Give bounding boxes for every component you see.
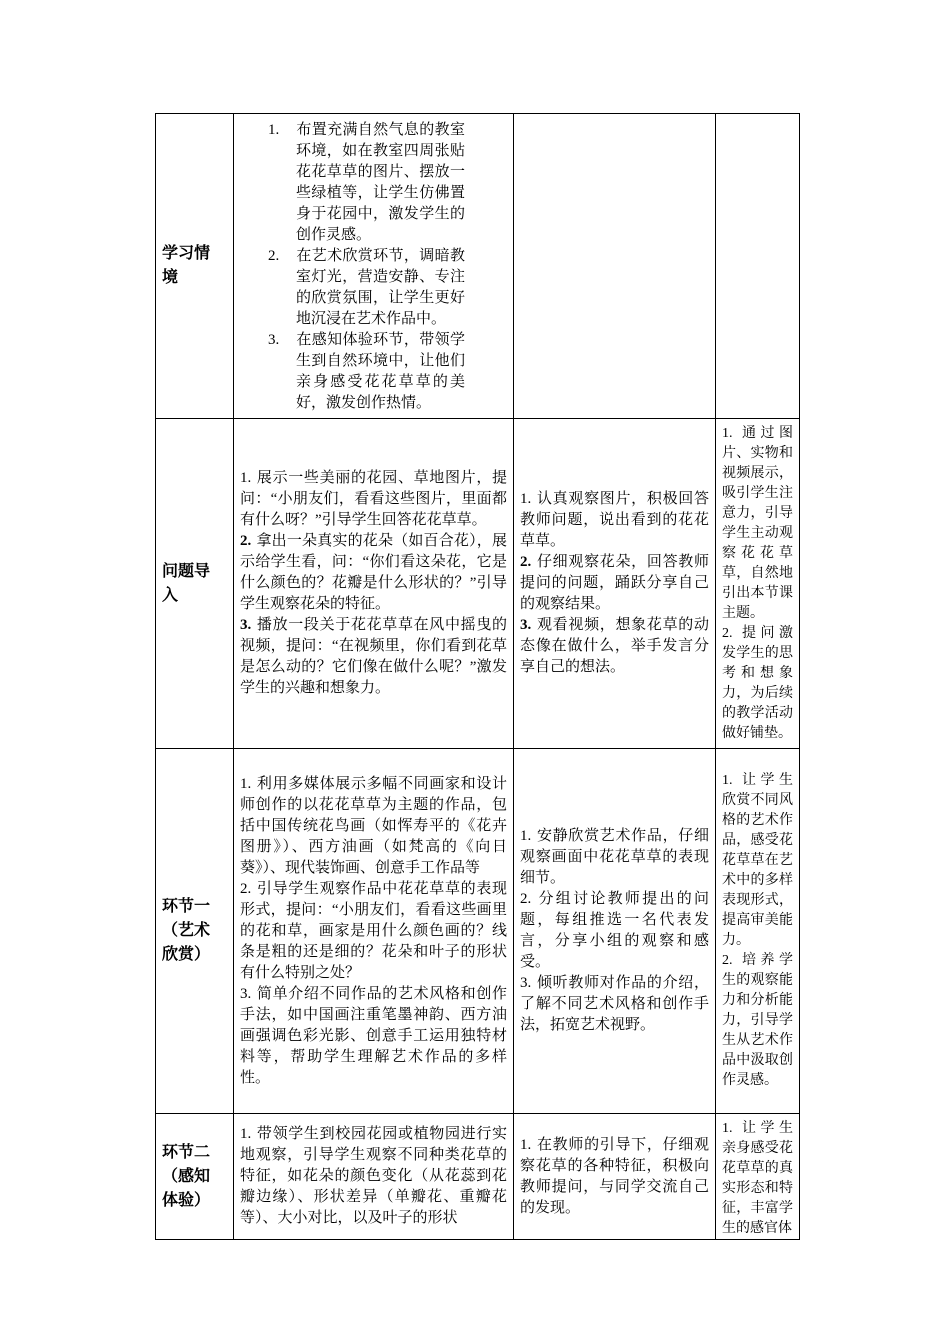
item-number: 2. <box>722 953 733 968</box>
cell-label-stage2 <box>156 1114 234 1240</box>
item-text: 安静欣赏艺术作品，仔细观察画面中花花草草的表现细节。 <box>520 828 709 886</box>
item-number: 1. <box>520 828 532 844</box>
item-text: 带领学生到校园花园或植物园进行实地观察，引导学生观察不同种类花草的特征，如花朵的颜色变化（从花蕊到花瓣边缘）、形状差异（单瓣花、重瓣花等）、大小对比，以及叶子的形状 <box>240 1126 507 1226</box>
table-row-question-introduction <box>156 419 800 749</box>
item-text: 培养学生的观察能力和分析能力，引导学生从艺术作品中汲取创作灵感。 <box>722 953 793 1088</box>
item-text: 在艺术欣赏环节，调暗教室灯光，营造安静、专注的欣赏氛围，让学生更好地沉浸在艺术作品中。 <box>296 248 465 327</box>
list-item <box>240 468 507 531</box>
list-item <box>722 771 793 951</box>
item-number: 2. <box>520 554 532 570</box>
list-item <box>520 889 709 973</box>
cell-design-intent-stage1 <box>716 749 800 1114</box>
cell-design-intent-stage2 <box>716 1114 800 1240</box>
item-text: 提问激发学生的思考和想象力，为后续的教学活动做好铺垫。 <box>722 625 793 741</box>
item-text: 利用多媒体展示多幅不同画家和设计师创作的以花花草草为主题的作品，包括中国传统花鸟画（如恽寿平的《花卉图册》）、西方油画（如梵高的《向日葵》）、现代装饰画、创意手工作品等 <box>240 775 507 876</box>
cell-student-activity-stage2 <box>514 1114 716 1240</box>
item-number: 3. <box>268 332 280 348</box>
cell-label-learning-context <box>156 114 234 419</box>
list-item <box>722 951 793 1091</box>
item-number: 1. <box>240 1126 252 1142</box>
cell-student-activity-question-introduction <box>514 419 716 749</box>
item-text: 在感知体验环节，带领学生到自然环境中，让他们亲身感受花花草草的美好，激发创作热情。 <box>296 332 465 411</box>
item-number: 2. <box>520 891 532 907</box>
item-number: 2. <box>240 533 252 549</box>
item-number: 1. <box>268 122 280 138</box>
list-item <box>520 973 709 1036</box>
cell-design-intent-question-introduction <box>716 419 800 749</box>
row-label: 学习情境 <box>162 245 211 286</box>
item-number: 2. <box>240 880 252 897</box>
item-number: 1. <box>520 1136 532 1153</box>
list-item <box>520 826 709 889</box>
cell-teacher-activity-learning-context <box>234 114 514 419</box>
list-item <box>268 330 465 414</box>
list-item <box>520 615 709 678</box>
cell-teacher-activity-stage1 <box>234 749 514 1114</box>
item-number: 2. <box>268 248 280 264</box>
cell-label-stage1 <box>156 749 234 1114</box>
item-text: 在教师的引导下，仔细观察花草的各种特征，积极向教师提问，与同学交流自己的发现。 <box>520 1136 709 1216</box>
list-item <box>240 615 507 699</box>
item-text: 展示一些美丽的花园、草地图片，提问：“小朋友们，看看这些图片，里面都有什么呀？”引导学生回答花花草草。 <box>240 470 507 528</box>
list-item <box>268 246 465 330</box>
item-text: 分组讨论教师提出的问题，每组推选一名代表发言，分享小组的观察和感受。 <box>520 891 709 970</box>
list-item <box>268 120 465 246</box>
cell-student-activity-learning-context <box>514 114 716 419</box>
item-text: 让学生亲身感受花花草草的真实形态和特征，丰富学生的感官体 <box>722 1120 793 1235</box>
clipped-content <box>722 1119 793 1235</box>
item-text: 布置充满自然气息的教室环境，如在教室四周张贴花花草草的图片、摆放一些绿植等，让学生仿佛置身于花园中，激发学生的创作灵感。 <box>296 122 465 243</box>
list-item <box>240 531 507 615</box>
cell-design-intent-learning-context <box>716 114 800 419</box>
cell-student-activity-stage1 <box>514 749 716 1114</box>
list-item <box>240 879 507 984</box>
item-text: 简单介绍不同作品的艺术风格和创作手法，如中国画注重笔墨神韵、西方油画强调色彩光影、创意手工运用独特材料等，帮助学生理解艺术作品的多样性。 <box>240 985 507 1086</box>
clipped-content <box>240 1124 507 1229</box>
cell-label-question-introduction <box>156 419 234 749</box>
clipped-content <box>520 1135 709 1219</box>
table-row-stage1-art-appreciation <box>156 749 800 1114</box>
item-text: 倾听教师对作品的介绍，了解不同艺术风格和创作手法，拓宽艺术视野。 <box>520 975 709 1033</box>
list-item <box>520 552 709 615</box>
item-number: 1. <box>240 775 252 792</box>
list-item <box>722 424 793 624</box>
item-number: 1. <box>240 470 252 486</box>
list-item <box>722 624 793 744</box>
item-number: 1. <box>722 773 733 788</box>
row-label: 问题导入 <box>162 562 211 604</box>
item-text: 引导学生观察作品中花花草草的表现形式，提问：“小朋友们，看看这些画里的花和草，画家是用什么颜色画的？线条是粗的还是细的？花朵和叶子的形状有什么特别之处？ <box>240 880 507 981</box>
item-number: 3. <box>520 975 532 991</box>
list-item <box>240 1124 507 1229</box>
item-text: 观看视频，想象花草的动态像在做什么，举手发言分享自己的想法。 <box>520 617 709 675</box>
table-row-learning-context <box>156 114 800 419</box>
list-item <box>520 1135 709 1219</box>
lesson-plan-table <box>155 113 800 1240</box>
cell-teacher-activity-question-introduction <box>234 419 514 749</box>
item-text: 让学生欣赏不同风格的艺术作品，感受花花草草在艺术中的多样表现形式，提高审美能力。 <box>722 773 793 948</box>
list-item <box>722 1119 793 1235</box>
item-text: 仔细观察花朵，回答教师提问的问题，踊跃分享自己的观察结果。 <box>520 554 709 612</box>
row-label: 环节二（感知体验） <box>162 1143 211 1209</box>
item-text: 认真观察图片，积极回答教师问题，说出看到的花花草草。 <box>520 491 709 549</box>
row-label: 环节一（艺术欣赏） <box>162 898 211 963</box>
item-number: 1. <box>520 491 532 507</box>
cell-teacher-activity-stage2 <box>234 1114 514 1240</box>
item-number: 2. <box>722 625 733 641</box>
item-text: 通过图片、实物和视频展示，吸引学生注意力，引导学生主动观察花花草草，自然地引出本节课主题。 <box>722 425 793 621</box>
item-number: 3. <box>520 617 532 633</box>
list-item <box>240 984 507 1089</box>
item-number: 1. <box>722 425 733 441</box>
item-number: 3. <box>240 617 252 633</box>
item-text: 拿出一朵真实的花朵（如百合花），展示给学生看，问：“你们看这朵花，它是什么颜色的？花瓣是什么形状的？”引导学生观察花朵的特征。 <box>240 533 507 612</box>
list-item <box>520 489 709 552</box>
item-text: 播放一段关于花花草草在风中摇曳的视频，提问：“在视频里，你们看到花草是怎么动的？它们像在做什么呢？”激发学生的兴趣和想象力。 <box>240 617 507 696</box>
numbered-list <box>268 120 465 414</box>
list-item <box>240 774 507 879</box>
item-number: 3. <box>240 985 252 1002</box>
table-row-stage2-perception-experience <box>156 1114 800 1240</box>
item-number: 1. <box>722 1120 733 1136</box>
